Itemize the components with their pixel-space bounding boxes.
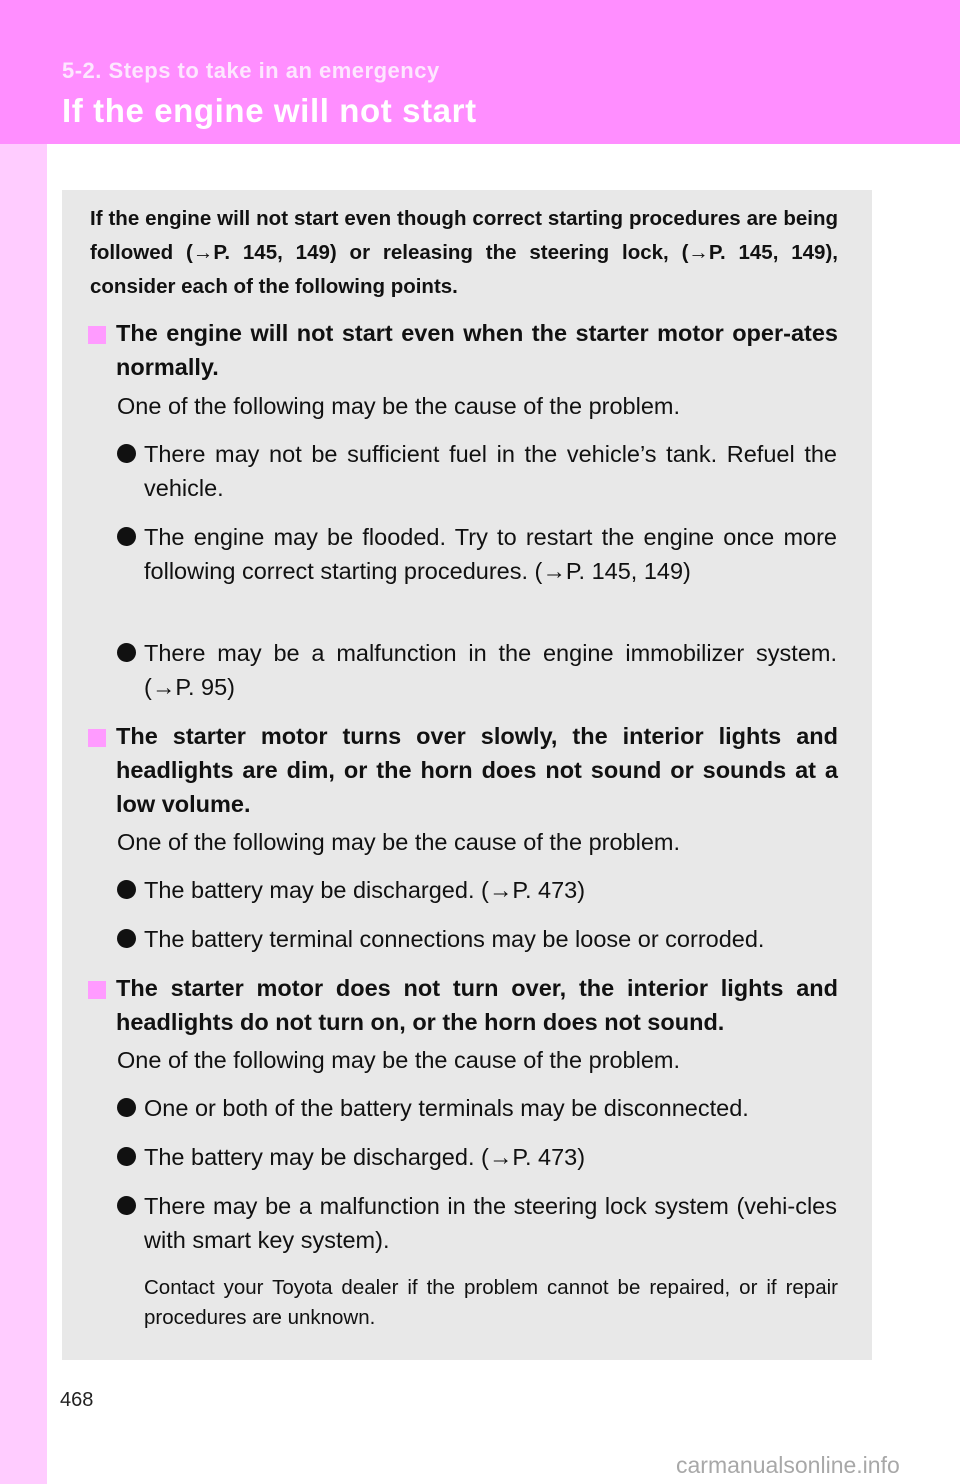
list-item-text: The battery may be discharged. (→P. 473)	[144, 1144, 586, 1170]
watermark: carmanualsonline.info	[676, 1452, 900, 1478]
note-text: Contact your Toyota dealer if the problem cannot be repaired, or if repair procedures are unknown.	[144, 1276, 838, 1329]
page-header	[0, 0, 960, 144]
section-heading-text: The engine will not start even when the starter motor oper-ates normally.	[116, 320, 838, 380]
list-item	[117, 1189, 837, 1257]
section-lead: One of the following may be the cause of the problem.	[117, 829, 681, 855]
list-item-text: One or both of the battery terminals may be disconnected.	[144, 1095, 749, 1121]
list-item	[117, 1091, 837, 1125]
list-item	[117, 437, 837, 505]
section-lead: One of the following may be the cause of the problem.	[117, 1047, 681, 1073]
section-heading	[88, 971, 838, 1039]
section-label: 5-2. Steps to take in an emergency	[62, 58, 440, 83]
square-bullet-icon	[88, 326, 106, 344]
bullet-dot-icon	[117, 1196, 136, 1215]
list-item-text: The engine may be flooded. Try to restart the engine once more following correct starting procedures. (→P. 145, 149)	[144, 524, 837, 584]
page-title: If the engine will not start	[62, 92, 477, 129]
list-item	[117, 520, 837, 588]
square-bullet-icon	[88, 981, 106, 999]
list-item	[117, 922, 837, 956]
bullet-dot-icon	[117, 1147, 136, 1166]
section-lead: One of the following may be the cause of the problem.	[117, 393, 681, 419]
list-item	[117, 1140, 837, 1174]
bullet-dot-icon	[117, 643, 136, 662]
bullet-dot-icon	[117, 929, 136, 948]
list-item	[117, 873, 837, 907]
page-number: 468	[60, 1389, 94, 1411]
list-item-text: There may be a malfunction in the engine immobilizer system. (→P. 95)	[144, 640, 837, 700]
list-item	[117, 636, 837, 704]
section-heading	[88, 316, 838, 384]
bullet-dot-icon	[117, 444, 136, 463]
list-item-text: There may not be sufficient fuel in the vehicle’s tank. Refuel the vehicle.	[144, 441, 837, 501]
list-item-text: The battery terminal connections may be loose or corroded.	[144, 926, 765, 952]
section-heading-text: The starter motor turns over slowly, the interior lights and headlights are dim, or the horn does not sound or sounds at a low volume.	[116, 723, 838, 817]
side-margin-strip	[0, 144, 47, 1484]
section-heading-text: The starter motor does not turn over, the interior lights and headlights do not turn on, or the horn does not sound.	[116, 975, 838, 1035]
intro-text: If the engine will not start even though correct starting procedures are being followed (→P. 145, 149) or releasing the steering lock, (→P. 145, 149), consider each of the following points.	[90, 207, 838, 298]
bullet-dot-icon	[117, 880, 136, 899]
list-item-text: The battery may be discharged. (→P. 473)	[144, 877, 586, 903]
list-item-text: There may be a malfunction in the steering lock system (vehi-cles with smart key system).	[144, 1193, 837, 1253]
bullet-dot-icon	[117, 527, 136, 546]
section-heading	[88, 719, 838, 821]
bullet-dot-icon	[117, 1098, 136, 1117]
square-bullet-icon	[88, 729, 106, 747]
